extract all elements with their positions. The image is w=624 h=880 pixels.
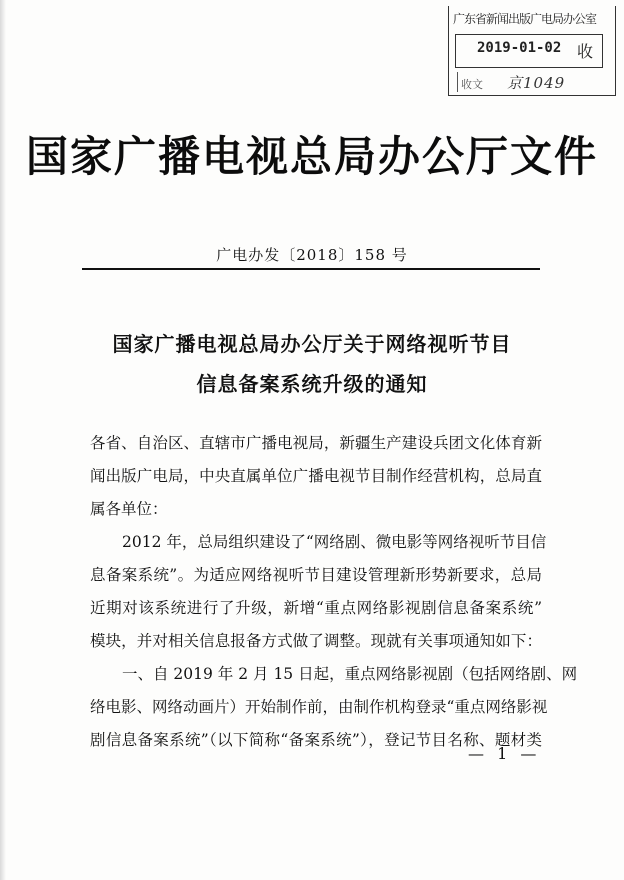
notice-title-line-2: 信息备案系统升级的通知 [196,372,428,396]
body-text-line: 各省、自治区、直辖市广播电视局，新疆生产建设兵团文化体育新 [90,434,542,452]
body-text-line: 剧信息备案系统”（以下简称“备案系统”），登记节目名称、题材类 [90,731,542,749]
stamp-date: 2019-01-02 [477,40,562,56]
stamp-registration-number: 京1049 [507,74,566,92]
issuing-organization-title: 国家广播电视总局办公厅文件 [25,132,598,181]
body-text-line: 模块，并对相关信息报备方式做了调整。现就有关事项通知如下： [90,632,542,650]
body-text-line: 一、自 2019 年 2 月 15 日起，重点网络影视剧（包括网络剧、网 [122,665,578,683]
page-number: — 1 — [468,744,541,763]
header-rule [82,268,540,270]
stamp-divider [457,72,458,92]
body-text-line: 络电影、网络动画片）开始制作前，由制作机构登录“重点网络影视 [90,698,548,716]
body-text-line: 息备案系统”。为适应网络视听节目建设管理新形势新要求，总局 [90,566,542,584]
stamp-registration-label: 收文 [461,78,483,91]
body-text-line: 近期对该系统进行了升级，新增“重点网络影视剧信息备案系统” [90,599,542,617]
body-text-line: 属各单位： [90,500,168,518]
document-number: 广电办发〔2018〕158 号 [216,246,408,264]
body-text-line: 2012 年，总局组织建设了“网络剧、微电影等网络视听节目信 [122,533,547,551]
stamp-received-mark: 收 [577,42,594,61]
stamp-header: 广东省新闻出版广电局办公室 [453,12,597,26]
body-text-line: 闻出版广电局，中央直属单位广播电视节目制作经营机构，总局直 [90,467,542,485]
receipt-stamp [448,6,616,96]
notice-title-line-1: 国家广播电视总局办公厅关于网络视听节目 [112,332,512,356]
